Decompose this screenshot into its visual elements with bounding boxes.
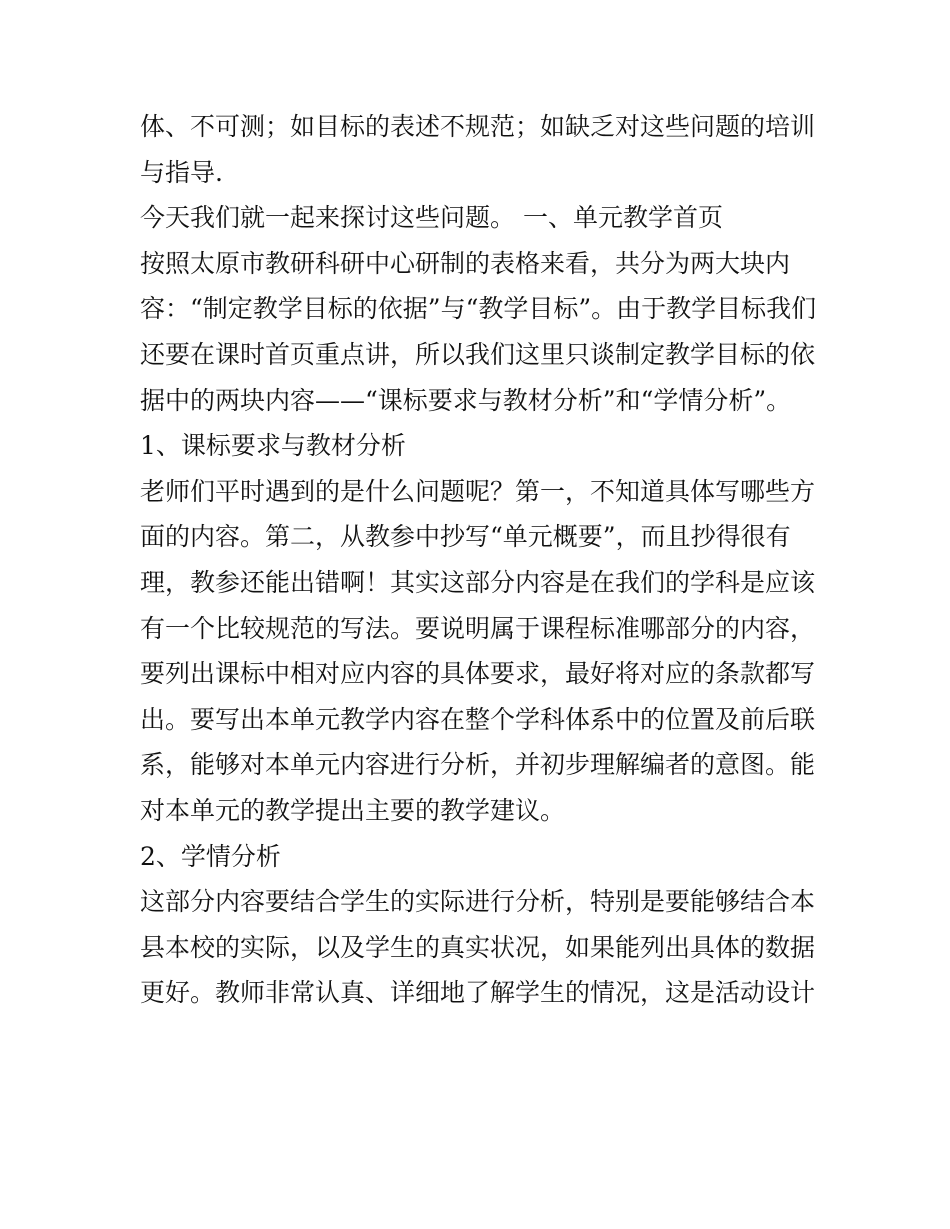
text-line: 县本校的实际，以及学生的真实状况，如果能列出具体的数据 — [140, 932, 816, 962]
text-line: 据中的两块内容——“课标要求与教材分析”和“学情分析”。 — [140, 385, 792, 415]
text-line: 更好。教师非常认真、详细地了解学生的情况，这是活动设计 — [140, 978, 816, 1008]
text-line: 还要在课时首页重点讲，所以我们这里只谈制定教学目标的依 — [140, 339, 816, 369]
text-line: 系，能够对本单元内容进行分析，并初步理解编者的意图。能 — [140, 750, 816, 780]
text-line: 与指导. — [140, 157, 223, 187]
text-line: 理，教参还能出错啊！其实这部分内容是在我们的学科是应该 — [140, 567, 816, 597]
text-line: 体、不可测；如目标的表述不规范；如缺乏对这些问题的培训 — [140, 112, 816, 141]
text-line: 有一个比较规范的写法。要说明属于课程标准哪部分的内容， — [140, 613, 816, 643]
text-line: 这部分内容要结合学生的实际进行分析，特别是要能够结合本 — [140, 887, 816, 917]
text-line: 今天我们就一起来探讨这些问题。 一、单元教学首页 — [140, 203, 723, 233]
text-line: 要列出课标中相对应内容的具体要求，最好将对应的条款都写 — [140, 659, 816, 689]
text-line: 按照太原市教研科研中心研制的表格来看，共分为两大块内 — [140, 248, 791, 278]
text-line: 容：“制定教学目标的依据”与“教学目标”。由于教学目标我们 — [140, 294, 817, 324]
text-line: 对本单元的教学提出主要的教学建议。 — [140, 795, 566, 825]
section-heading: 1、课标要求与教材分析 — [140, 431, 406, 461]
text-line: 面的内容。第二，从教参中抄写“单元概要”，而且抄得很有 — [140, 522, 791, 552]
text-line: 出。要写出本单元教学内容在整个学科体系中的位置及前后联 — [140, 704, 816, 734]
text-line: 老师们平时遇到的是什么问题呢？第一，不知道具体写哪些方 — [140, 476, 816, 506]
document-body — [140, 104, 820, 1016]
section-heading: 2、学情分析 — [140, 841, 281, 871]
